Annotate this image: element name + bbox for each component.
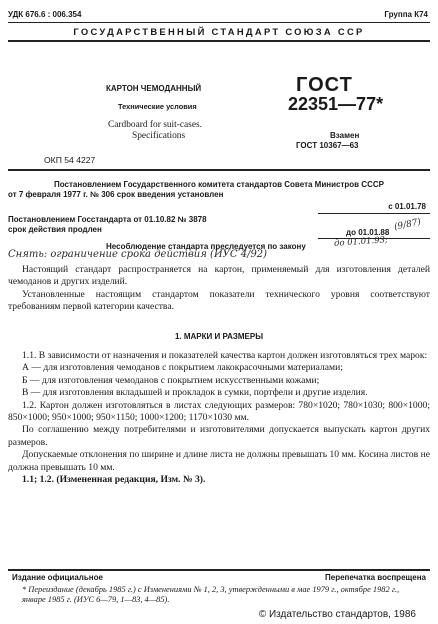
- reprint-prohibited: Перепечатка воспрещена: [325, 573, 426, 582]
- clause-1-2: 1.2. Картон должен изготовляться в листах следующих размеров: 780×1020; 780×1030; 800×1000; 850×1000; 950×1000; 950×1150; 1000×1200; 1170×1030 мм.: [8, 399, 430, 424]
- law-warning: Несоблюдение стандарта преследуется по закону: [106, 242, 306, 251]
- doc-title: КАРТОН ЧЕМОДАННЫЙ: [106, 84, 202, 93]
- decree-date-2: до 01.01.88: [346, 228, 390, 237]
- extension-text-1: Постановлением Госстандарта от 01.10.82 № 3878: [8, 215, 207, 224]
- intro-paragraph-1: Настоящий стандарт распространяется на картон, применяемый для изготовления деталей чемоданов и других изделий.: [8, 264, 430, 288]
- top-rule-1: [8, 22, 430, 23]
- clause-other-sizes: По соглашению между потребителями и изготовителями допускается выпускать картон других размеров.: [8, 424, 430, 448]
- group-code: Группа К74: [384, 10, 428, 19]
- grade-b: Б — для изготовления чемоданов с покрытием искусственными кожами;: [22, 374, 320, 386]
- decree-text-1: Постановлением Государственного комитета стандартов Совета Министров СССР: [54, 180, 384, 189]
- clause-1-1: 1.1. В зависимости от назначения и показателей качества картон должен изготовляться трех марок:: [22, 350, 428, 361]
- handwritten-note-top: до 01.01.93;: [333, 235, 389, 249]
- intro-text: [8, 264, 430, 314]
- gost-label: ГОСТ: [296, 74, 353, 96]
- grade-a: А — для изготовления чемоданов с покрытием лакокрасочными материалами;: [22, 362, 343, 374]
- intro-paragraph-2: Установленные настоящим стандартом показатели технического уровня соответствуют требованиям первой категории качества.: [8, 288, 430, 313]
- copyright: © Издательство стандартов, 1986: [258, 609, 416, 620]
- revision-note: 1.1; 1.2. (Измененная редакция, Изм. № 3).: [22, 474, 206, 486]
- decree-date-1: с 01.01.78: [388, 202, 426, 211]
- date-rule-1: [318, 213, 430, 214]
- reissue-note: * Переиздание (декабрь 1985 г.) с Изменениями № 1, 2, 3, утвержденными в мае 1979 г., октябре 1982 г., январе 1985 г. (ИУС 6—79, 1—83, 4—85).: [22, 585, 400, 605]
- official-edition: Издание официальное: [12, 573, 103, 582]
- handwritten-annotation: Снять: ограничение срока действия (ИУС 4/92): [8, 249, 268, 260]
- okp-code: ОКП 54 4227: [44, 155, 96, 165]
- section-heading: 1. МАРКИ И РАЗМЕРЫ: [174, 332, 264, 341]
- grade-v: В — для изготовления вкладышей и прокладок в сумки, портфели и другие изделия.: [22, 387, 368, 399]
- extension-text-2: срок действия продлен: [8, 225, 102, 234]
- replaces-label: Взамен: [330, 131, 360, 140]
- decree-text-2: от 7 февраля 1977 г. № 306 срок введения установлен: [8, 190, 224, 199]
- top-rule-2: [8, 40, 430, 42]
- english-title-line1: Cardboard for suit-cases.: [108, 120, 202, 130]
- standard-banner: ГОСУДАРСТВЕННЫЙ СТАНДАРТ СОЮЗА ССР: [73, 26, 365, 37]
- udk-code: УДК 676.6 : 006.354: [8, 10, 82, 19]
- footer-rule: [8, 569, 430, 571]
- gost-number: 22351—77*: [288, 94, 384, 114]
- clause-tolerances: Допускаемые отклонения по ширине и длине листа не должны превышать 10 мм. Косина листов не должна превышать 10 мм.: [8, 449, 430, 473]
- title-rule: [8, 169, 430, 171]
- english-title-line2: Specifications: [132, 131, 186, 141]
- replaces-value: ГОСТ 10367—63: [296, 141, 359, 150]
- handwritten-corner-note: (9/87): [393, 217, 422, 233]
- section-1-body: [8, 350, 430, 486]
- doc-subtitle: Технические условия: [118, 102, 197, 111]
